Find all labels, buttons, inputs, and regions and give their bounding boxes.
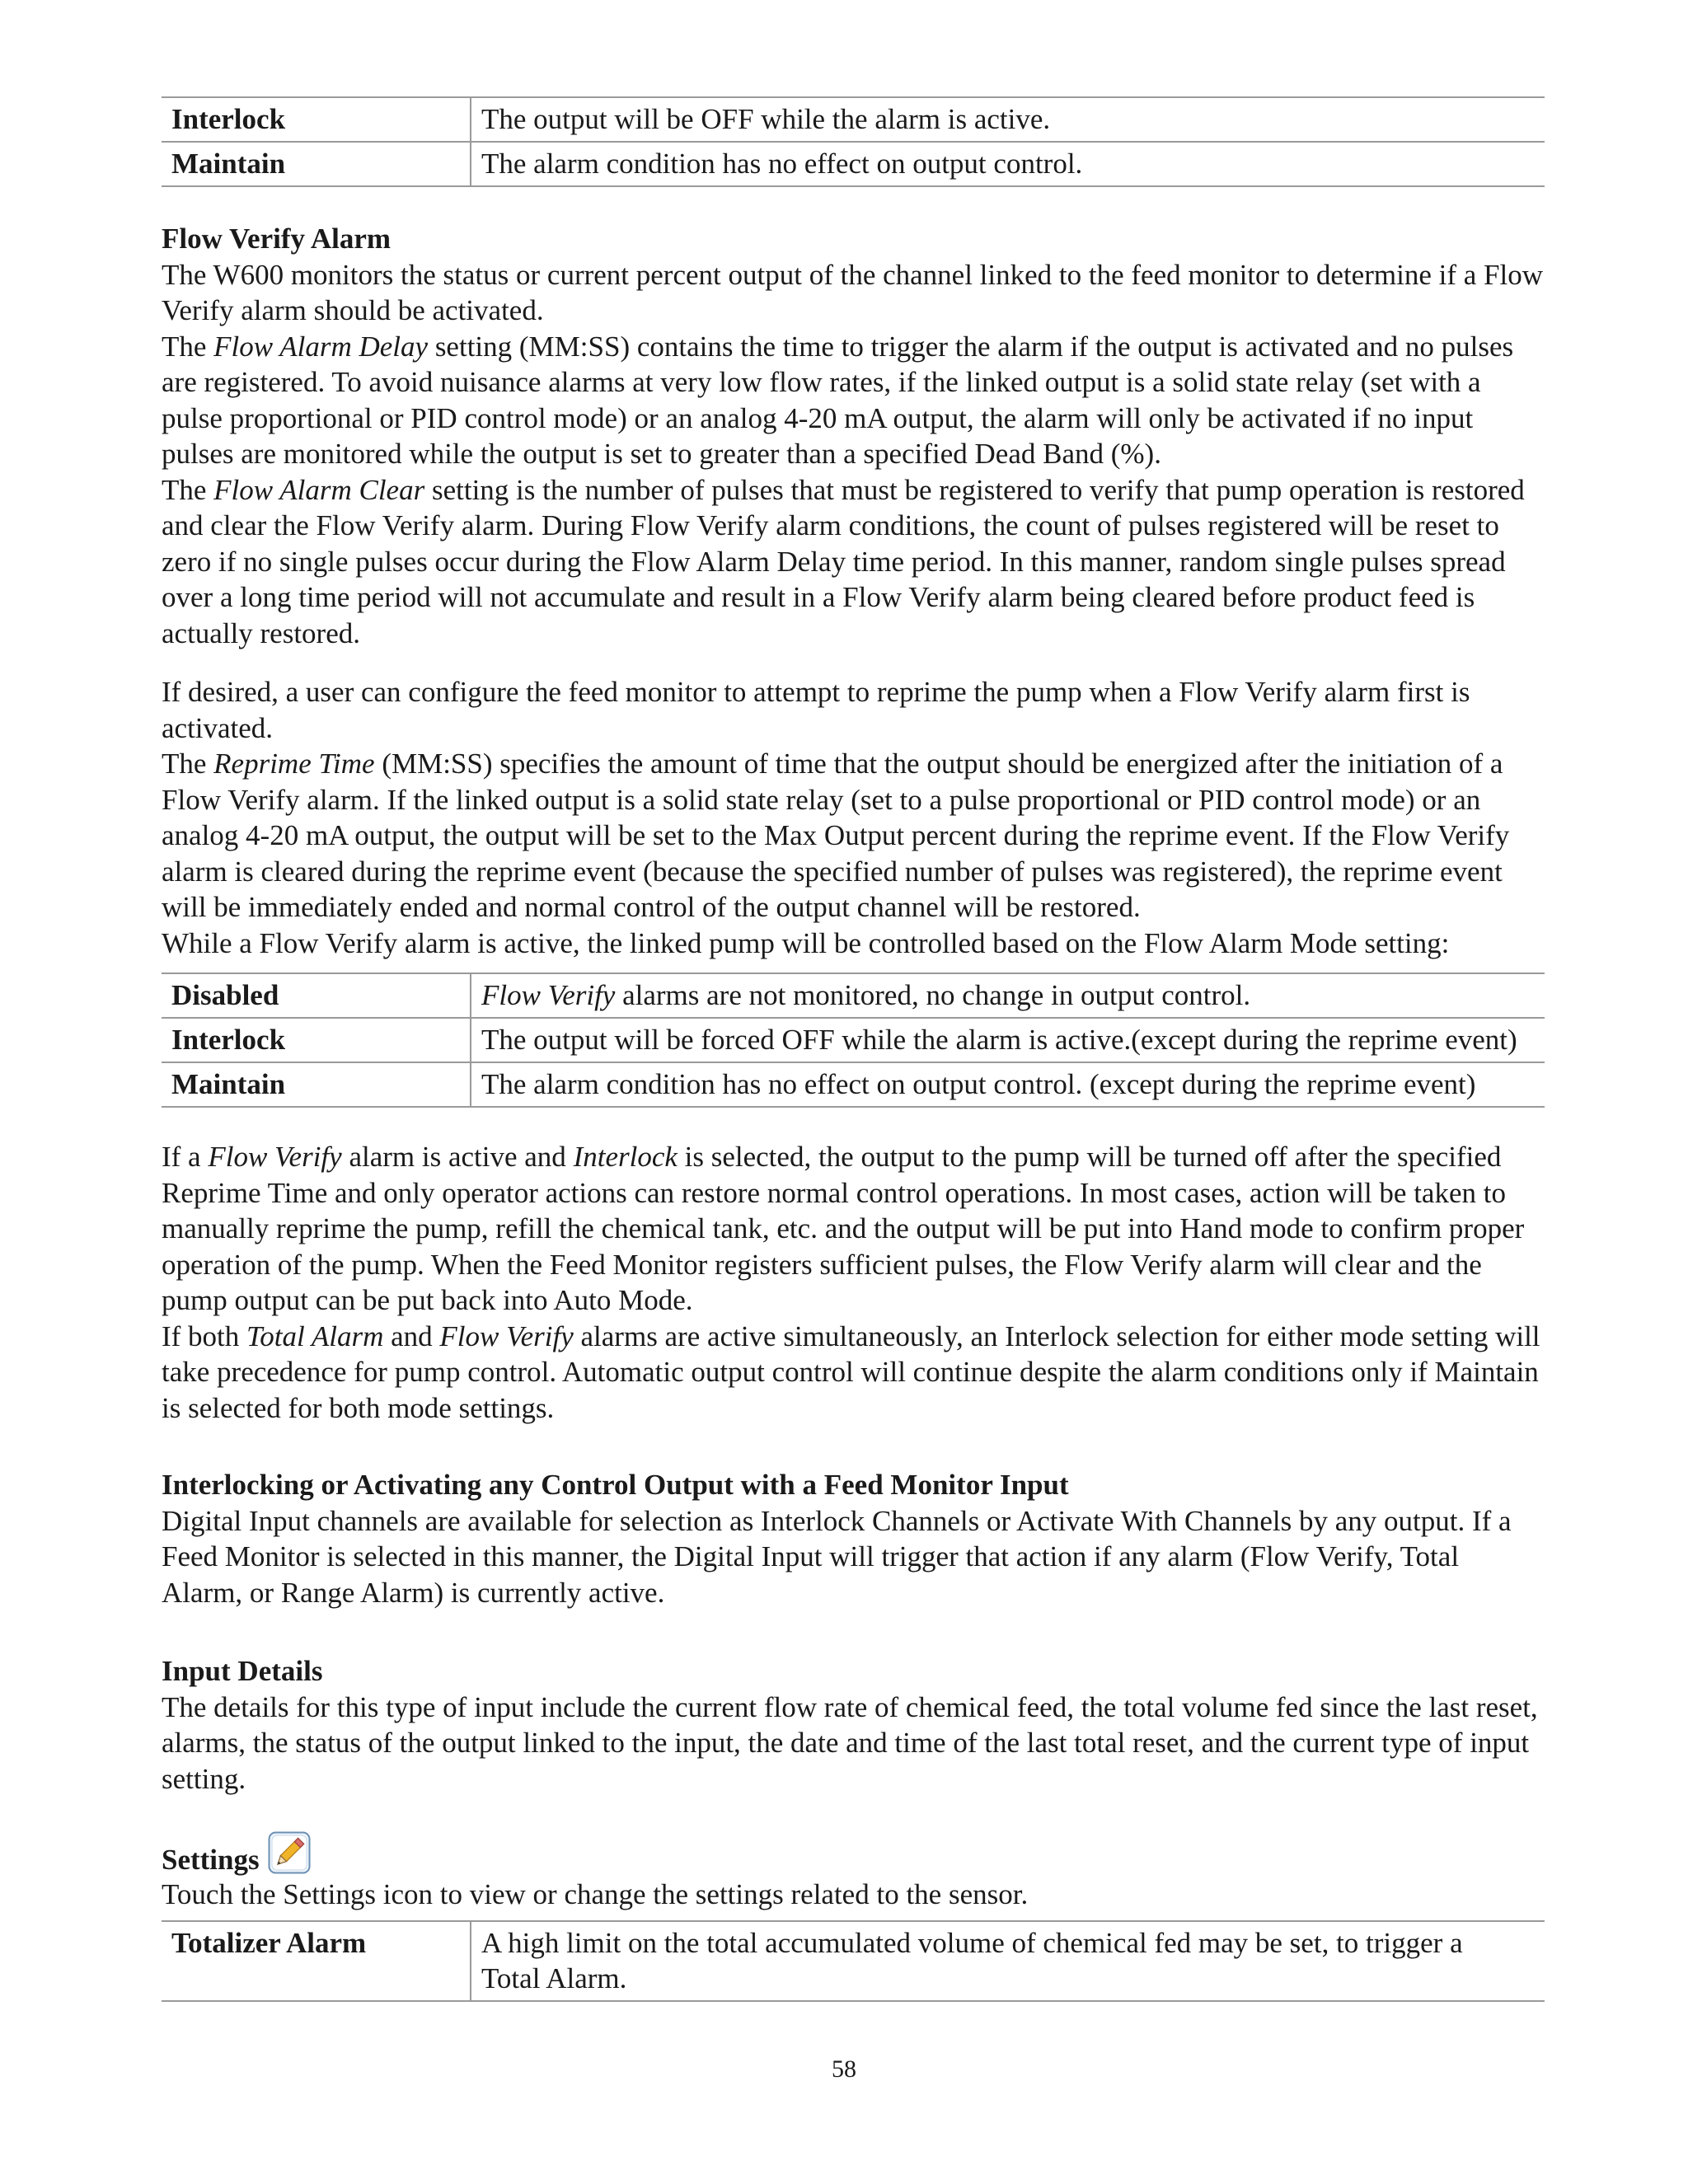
table-value: The alarm condition has no effect on output control. (except during the reprime event) — [471, 1062, 1545, 1107]
alarm-mode-table-top — [162, 96, 1545, 187]
paragraph: Touch the Settings icon to view or change the settings related to the sensor. — [162, 1877, 1029, 1910]
table-key: Maintain — [162, 1062, 471, 1107]
paragraph: If desired, a user can configure the feed monitor to attempt to reprime the pump when a Flow Verify alarm first is activated. — [162, 676, 1470, 744]
table-row — [162, 142, 1545, 186]
paragraph: The W600 monitors the status or current percent output of the channel linked to the feed monitor to determine if a Flow Verify alarm should be activated. — [162, 258, 1543, 326]
section-heading — [162, 1831, 1545, 1878]
table-row — [162, 973, 1545, 1018]
paragraph: The Reprime Time (MM:SS) specifies the amount of time that the output should be energized after the initiation of a Flow Verify alarm. If the linked output is a solid state relay (set to a pulse proportional or PID control mode) or an analog 4-20 mA output, the output will be set to the Max Output percent during the reprime event. If the Flow Verify alarm is cleared during the reprime event (because the specified number of pulses was registered), the reprime event will be immediately ended and normal control of the output channel will be restored. — [162, 748, 1510, 923]
paragraph: If a Flow Verify alarm is active and Interlock is selected, the output to the pump will be turned off after the specified Reprime Time and only operator actions can restore normal control operations. In most cases, action will be taken to manually reprime the pump, refill the chemical tank, etc. and the output will be put into Hand mode to confirm proper operation of the pump. When the Feed Monitor registers sufficient pulses, the Flow Verify alarm will clear and the pump output can be put back into Auto Mode. — [162, 1141, 1525, 1316]
table-key: Disabled — [162, 973, 471, 1018]
input-details-section — [162, 1653, 1545, 1797]
table-value: The output will be OFF while the alarm is active. — [471, 97, 1545, 142]
after-table-section — [162, 1139, 1545, 1426]
table-key: Totalizer Alarm — [162, 1921, 471, 2001]
paragraph: The Flow Alarm Delay setting (MM:SS) contains the time to trigger the alarm if the output is activated and no pulses are registered. To avoid nuisance alarms at very low flow rates, if the linked output is a solid state relay (set with a pulse proportional or PID control mode) or an analog 4-20 mA output, the alarm will only be activated if no input pulses are monitored while the output is set to greater than a specified Dead Band (%). — [162, 330, 1514, 470]
flow-verify-section — [162, 221, 1545, 961]
settings-heading-label: Settings — [162, 1844, 260, 1876]
table-row — [162, 97, 1545, 142]
page-number: 58 — [832, 2055, 856, 2083]
table-row — [162, 1921, 1545, 2001]
interlocking-section — [162, 1467, 1545, 1610]
table-value: The alarm condition has no effect on output control. — [471, 142, 1545, 186]
settings-table — [162, 1920, 1545, 2002]
settings-section — [162, 1831, 1545, 1912]
table-value: A high limit on the total accumulated volume of chemical fed may be set, to trigger a Total Alarm. — [471, 1921, 1545, 2001]
table-value: The output will be forced OFF while the alarm is active.(except during the reprime event) — [471, 1018, 1545, 1062]
table-row — [162, 1062, 1545, 1107]
paragraph: If both Total Alarm and Flow Verify alarms are active simultaneously, an Interlock selection for either mode setting will take precedence for pump control. Automatic output control will continue despite the alarm conditions only if Maintain is selected for both mode settings. — [162, 1319, 1540, 1424]
paragraph: The details for this type of input include the current flow rate of chemical feed, the total volume fed since the last reset, alarms, the status of the output linked to the input, the date and time of the last total reset, and the current type of input setting. — [162, 1690, 1538, 1795]
section-heading: Interlocking or Activating any Control Output with a Feed Monitor Input — [162, 1469, 1069, 1501]
table-row — [162, 1018, 1545, 1062]
paragraph: The Flow Alarm Clear setting is the number of pulses that must be registered to verify that pump operation is restored and clear the Flow Verify alarm. During Flow Verify alarm conditions, the count of pulses registered will be reset to zero if no single pulses occur during the Flow Alarm Delay time period. In this manner, random single pulses spread over a long time period will not accumulate and result in a Flow Verify alarm being cleared before product feed is actually restored. — [162, 473, 1525, 649]
section-heading: Input Details — [162, 1655, 323, 1687]
paragraph: Digital Input channels are available for selection as Interlock Channels or Activate With Channels by any output. If a Feed Monitor is selected in this manner, the Digital Input will trigger that action if any alarm (Flow Verify, Total Alarm, or Range Alarm) is currently active. — [162, 1504, 1512, 1609]
flow-alarm-mode-table — [162, 972, 1545, 1108]
pencil-edit-icon[interactable] — [268, 1831, 311, 1874]
paragraph: While a Flow Verify alarm is active, the linked pump will be controlled based on the Flow Alarm Mode setting: — [162, 926, 1450, 959]
table-key: Maintain — [162, 142, 471, 186]
table-key: Interlock — [162, 1018, 471, 1062]
table-value: Flow Verify alarms are not monitored, no change in output control. — [471, 973, 1545, 1018]
section-heading: Flow Verify Alarm — [162, 223, 392, 255]
table-key: Interlock — [162, 97, 471, 142]
